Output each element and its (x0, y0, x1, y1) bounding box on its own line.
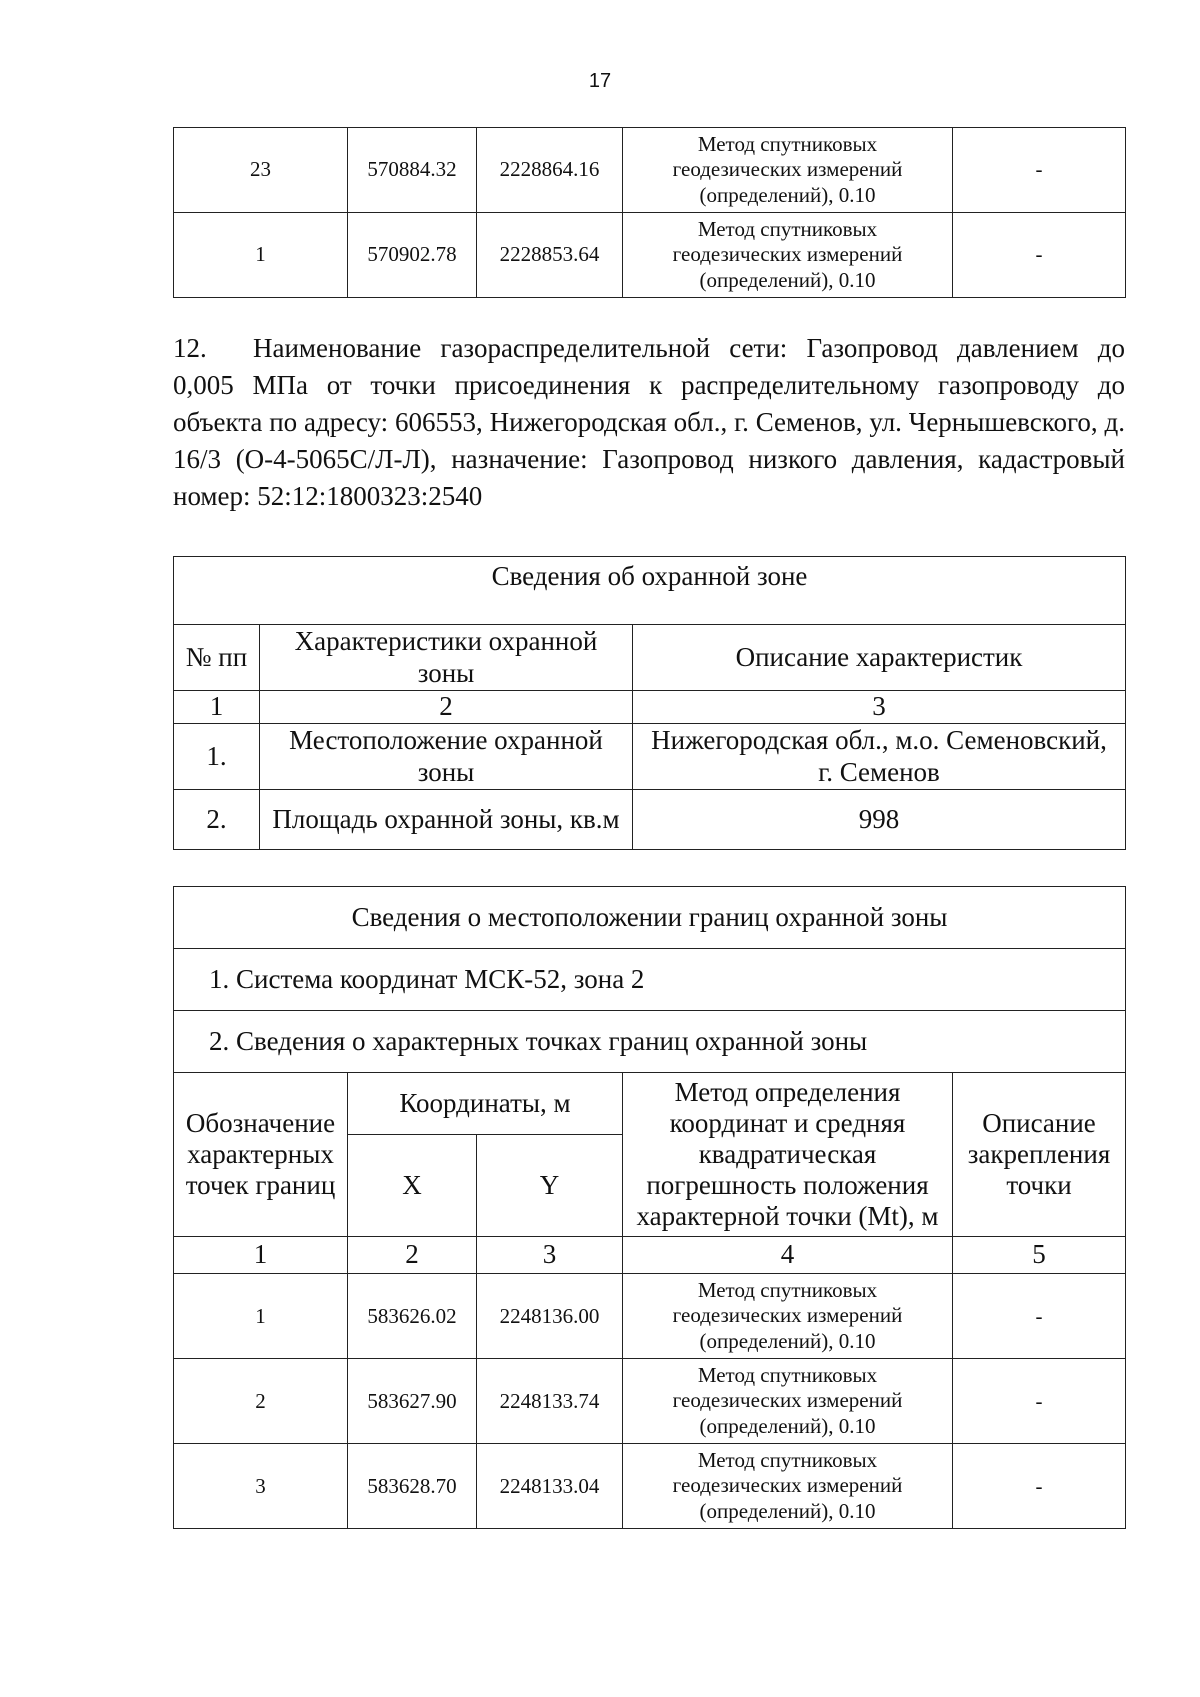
points-section-title: 2. Сведения о характерных точках границ охранной зоны (174, 1011, 1126, 1073)
header-characteristics: Характеристики охранной зоны (260, 625, 633, 691)
y-cell: 2248136.00 (477, 1274, 623, 1359)
y-cell: 2248133.74 (477, 1359, 623, 1444)
method-cell: Метод спутниковых геодезических измерений (определений), 0.10 (623, 1274, 953, 1359)
header-description: Описание характеристик (633, 625, 1126, 691)
column-number: 2 (348, 1237, 477, 1274)
method-cell: Метод спутниковых геодезических измерений (определений), 0.10 (623, 1444, 953, 1529)
description-cell: - (953, 1274, 1126, 1359)
table-title: Сведения о местоположении границ охранной зоны (174, 887, 1126, 949)
method-cell: Метод спутниковых геодезических измерений (определений), 0.10 (623, 1359, 953, 1444)
page-number: 17 (588, 70, 612, 92)
characteristic-cell: Площадь охранной зоны, кв.м (260, 790, 633, 850)
point-cell: 3 (174, 1444, 348, 1529)
method-cell: Метод спутниковых геодезических измерений (определений), 0.10 (623, 213, 953, 298)
gas-network-paragraph (173, 330, 1125, 515)
x-cell: 583628.70 (348, 1444, 477, 1529)
table-row (174, 128, 1126, 213)
coordinates-table-continued (173, 127, 1126, 298)
table-row (174, 724, 1126, 790)
column-number: 3 (633, 691, 1126, 724)
y-cell: 2248133.04 (477, 1444, 623, 1529)
point-cell: 2 (174, 1359, 348, 1444)
point-cell: 1 (174, 213, 348, 298)
paragraph-number: 12. (173, 333, 207, 363)
header-x: X (348, 1135, 477, 1237)
x-cell: 570902.78 (348, 213, 477, 298)
table-row (174, 1359, 1126, 1444)
description-cell: - (953, 1444, 1126, 1529)
column-number: 3 (477, 1237, 623, 1274)
column-number: 1 (174, 1237, 348, 1274)
zone-boundaries-table (173, 886, 1126, 1529)
y-cell: 2228853.64 (477, 213, 623, 298)
table-row (174, 1444, 1126, 1529)
table-row (174, 790, 1126, 850)
characteristic-cell: Местоположение охранной зоны (260, 724, 633, 790)
column-number: 5 (953, 1237, 1126, 1274)
row-number: 2. (174, 790, 260, 850)
header-coordinates: Координаты, м (348, 1073, 623, 1135)
column-number: 2 (260, 691, 633, 724)
y-cell: 2228864.16 (477, 128, 623, 213)
coordinate-system: 1. Система координат МСК-52, зона 2 (174, 949, 1126, 1011)
x-cell: 583627.90 (348, 1359, 477, 1444)
x-cell: 583626.02 (348, 1274, 477, 1359)
paragraph-text: Наименование газораспределительной сети: Газопровод давлением до 0,005 МПа от точки присоединения к распределительному газопроводу до объекта по адресу: 606553, Нижегородская обл., г. Семенов, ул. Чернышевского, д. 16/3 (О-4-5065С/Л-Л), назначение: Газопровод низкого давления, кадастровый номер: 52:12:1800323:2540 (173, 333, 1125, 511)
table-row (174, 1274, 1126, 1359)
column-number: 4 (623, 1237, 953, 1274)
description-cell: Нижегородская обл., м.о. Семеновский, г. Семенов (633, 724, 1126, 790)
column-number: 1 (174, 691, 260, 724)
header-num: № пп (174, 625, 260, 691)
description-cell: 998 (633, 790, 1126, 850)
header-y: Y (477, 1135, 623, 1237)
header-description: Описание закрепления точки (953, 1073, 1126, 1237)
method-cell: Метод спутниковых геодезических измерений (определений), 0.10 (623, 128, 953, 213)
table-title: Сведения об охранной зоне (174, 557, 1126, 625)
point-cell: 1 (174, 1274, 348, 1359)
x-cell: 570884.32 (348, 128, 477, 213)
description-cell: - (953, 128, 1126, 213)
header-method: Метод определения координат и средняя квадратическая погрешность положения характерной точки (Mt), м (623, 1073, 953, 1237)
table-row (174, 213, 1126, 298)
description-cell: - (953, 213, 1126, 298)
header-point: Обозначение характерных точек границ (174, 1073, 348, 1237)
protected-zone-table (173, 556, 1126, 850)
point-cell: 23 (174, 128, 348, 213)
row-number: 1. (174, 724, 260, 790)
description-cell: - (953, 1359, 1126, 1444)
